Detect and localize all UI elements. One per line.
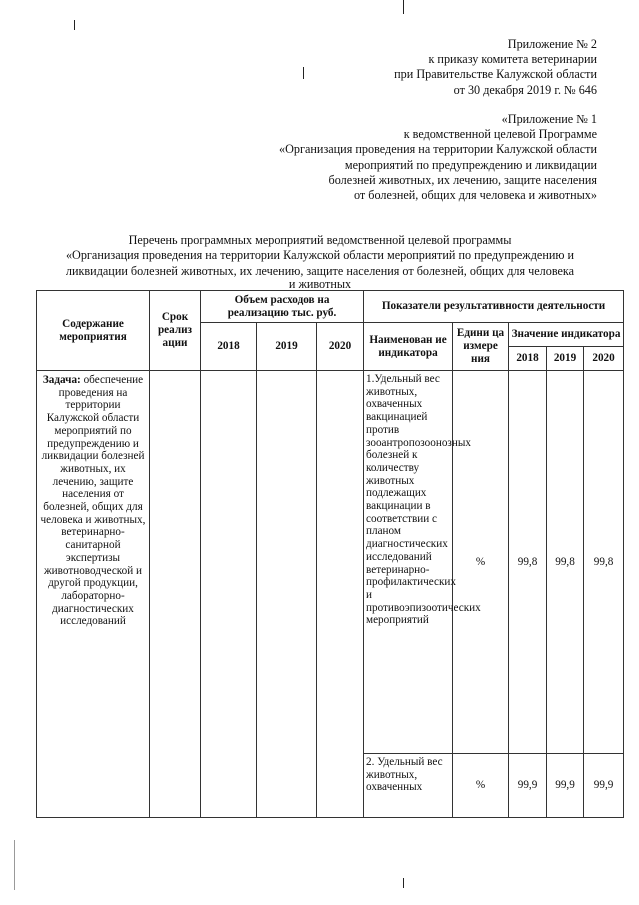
value-cell: 99,8: [547, 371, 584, 754]
appendix-line: Приложение № 2: [507, 37, 597, 51]
value-cell: 99,9: [509, 754, 547, 818]
header-unit: Едини ца измере ния: [453, 323, 509, 371]
program-line: к ведомственной целевой Программе: [403, 127, 597, 142]
unit-cell: %: [453, 754, 509, 818]
header-ind-year: 2019: [547, 347, 584, 371]
program-line: от болезней, общих для человека и животных»: [353, 188, 597, 203]
appendix-header: [394, 37, 597, 98]
header-content: Содержание мероприятия: [37, 291, 150, 371]
header-year: 2018: [201, 323, 257, 371]
document-title: [40, 233, 600, 290]
volume-cell: [317, 371, 364, 818]
program-table: [36, 290, 624, 818]
task-text: обеспечение проведения на территории Калужской области мероприятий по предупреждению и ликвидации болезней животных, их лечению, защите населения от болезней, общих для человека и животных, ветеринарно-санитарной экспертизы животноводческой и другой продукции, лабораторно-диагностических исследований: [40, 374, 146, 628]
header-volume: Объем расходов на реализацию тыс. руб.: [201, 291, 364, 323]
header-indicator-name: Наименован ие индикатора: [364, 323, 453, 371]
title-line: «Организация проведения на территории Калужской области мероприятий по предупреждению и: [65, 248, 575, 263]
header-ind-year: 2020: [584, 347, 624, 371]
title-line: ликвидации болезней животных, их лечению, защите населения от болезней, общих для человека: [65, 263, 575, 278]
indicator-cell: 2. Удельный вес животных, охваченных: [364, 754, 453, 818]
header-term: Срок реализ ации: [150, 291, 201, 371]
appendix-line: от 30 декабря 2019 г. № 646: [453, 82, 597, 97]
title-line: и животных: [288, 276, 352, 291]
header-year: 2020: [317, 323, 364, 371]
volume-cell: [201, 371, 257, 818]
term-cell: [150, 371, 201, 818]
appendix-line: при Правительстве Калужской области: [394, 67, 597, 82]
value-cell: 99,9: [584, 754, 624, 818]
program-line: болезней животных, их лечению, защите населения: [328, 172, 597, 187]
volume-cell: [257, 371, 317, 818]
appendix-line: к приказу комитета ветеринарии: [428, 52, 597, 67]
value-cell: 99,9: [547, 754, 584, 818]
scan-mark-mid: [303, 67, 304, 79]
scan-mark-top: [403, 0, 404, 14]
header-ind-year: 2018: [509, 347, 547, 371]
scan-mark-left-edge: [14, 840, 15, 890]
scan-mark-bottom: [403, 878, 404, 888]
header-indicators: Показатели результативности деятельности: [364, 291, 624, 323]
program-line: мероприятий по предупреждению и ликвидации: [344, 157, 597, 172]
scan-mark-left: [74, 20, 75, 30]
value-cell: 99,8: [509, 371, 547, 754]
program-line: «Приложение № 1: [501, 112, 597, 126]
unit-cell: %: [453, 371, 509, 754]
task-label: Задача:: [42, 374, 81, 386]
indicator-cell: 1.Удельный вес животных, охваченных вакцинацией против зооантропозоонозных болезней к количеству животных подлежащих вакцинации в соответствии с планом диагностических исследований ветеринарно-профилактических и противоэпизоотических мероприятий: [364, 371, 453, 754]
task-cell: [37, 371, 150, 818]
header-indicator-value: Значение индикатора: [509, 323, 624, 347]
program-header: [279, 112, 597, 203]
header-year: 2019: [257, 323, 317, 371]
value-cell: 99,8: [584, 371, 624, 754]
title-line: Перечень программных мероприятий ведомственной целевой программы: [128, 233, 512, 247]
program-line: «Организация проведения на территории Калужской области: [279, 142, 597, 157]
